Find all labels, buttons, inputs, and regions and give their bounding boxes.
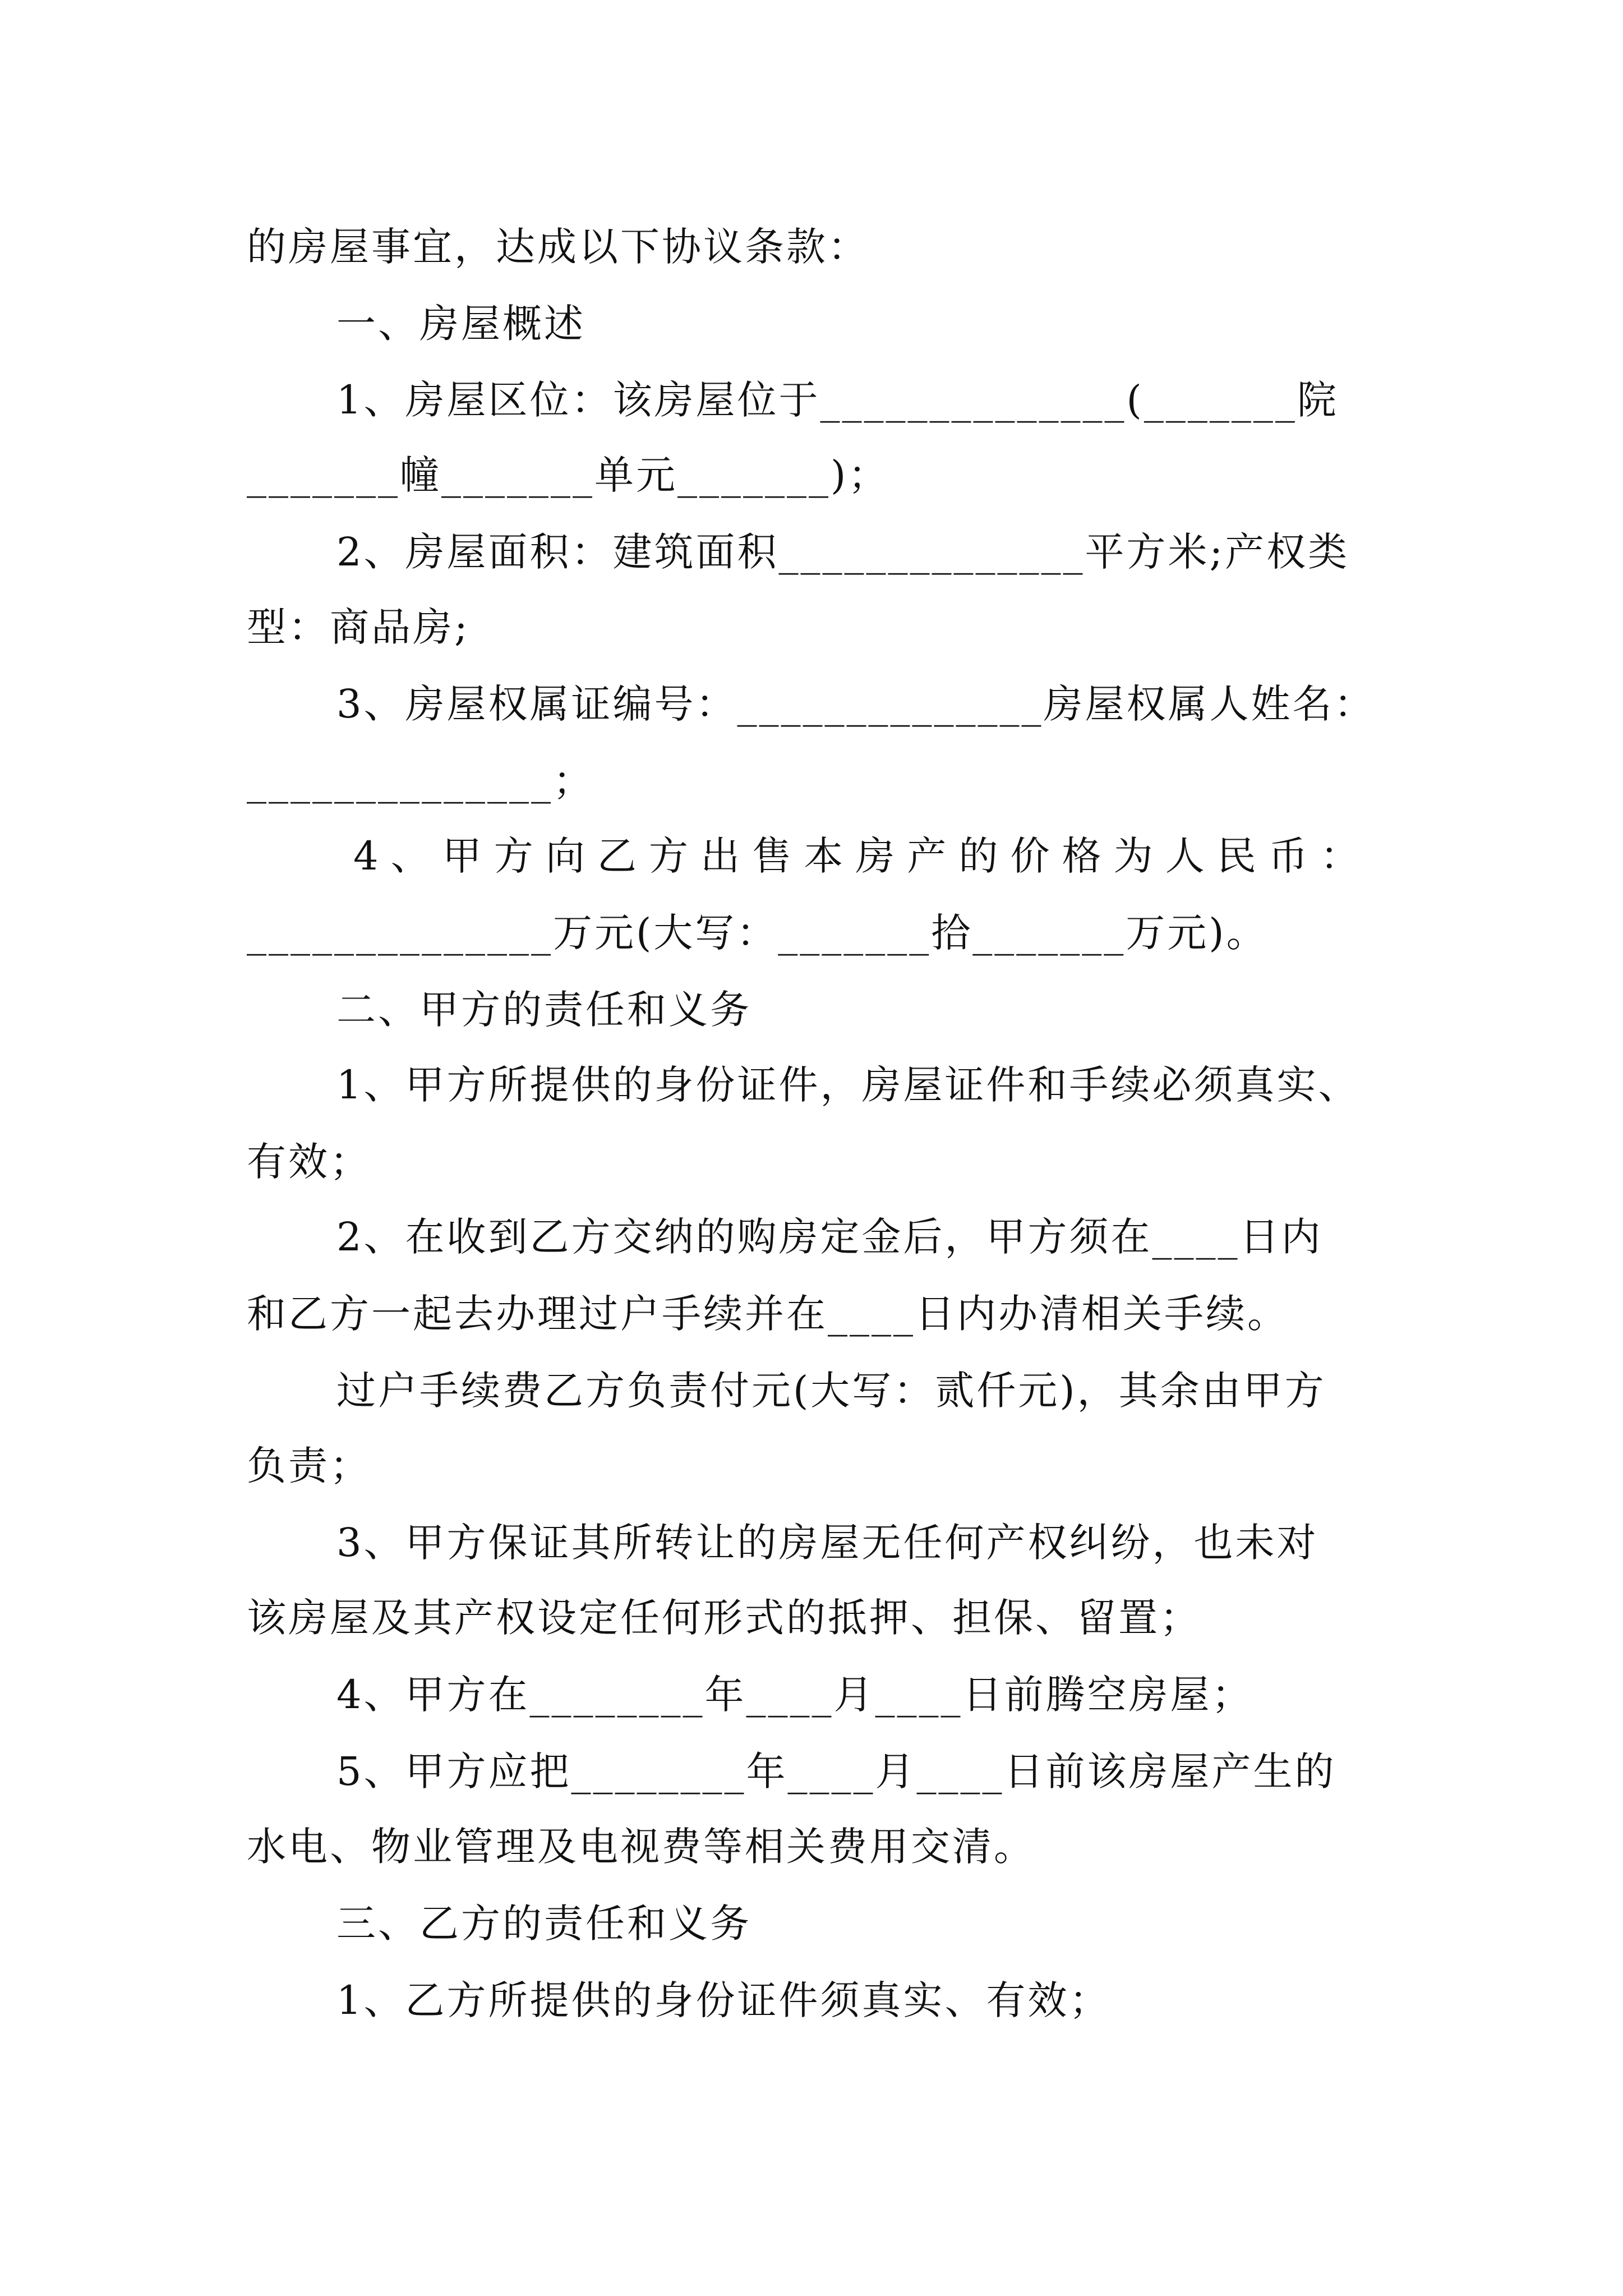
section-heading-2: 二、甲方的责任和义务 — [336, 987, 751, 1033]
text-line-4: _______幢_______单元_______)； — [247, 452, 890, 498]
text-line-16: 过户手续费乙方负责付元(大写：贰仟元)，其余由甲方 — [336, 1368, 1326, 1414]
text-line-10: ______________万元(大写：_______拾_______万元)。 — [247, 910, 1268, 956]
text-line-24: 1、乙方所提供的身份证件须真实、有效； — [336, 1977, 1111, 2023]
text-line-12: 1、甲方所提供的身份证件，房屋证件和手续必须真实、 — [336, 1062, 1360, 1108]
text-line-1: 的房屋事宜，达成以下协议条款： — [247, 224, 869, 270]
text-line-7: 3、房屋权属证编号：______________房屋权属人姓名： — [336, 681, 1376, 727]
text-line-6: 型：商品房; — [247, 604, 470, 650]
text-line-13: 有效； — [247, 1139, 371, 1185]
text-line-17: 负责； — [247, 1443, 371, 1489]
text-line-18: 3、甲方保证其所转让的房屋无任何产权纠纷，也未对 — [336, 1520, 1318, 1566]
text-line-20: 4、甲方在________年____月____日前腾空房屋； — [336, 1672, 1253, 1718]
text-line-8: ______________； — [247, 758, 594, 804]
section-heading-3: 三、乙方的责任和义务 — [336, 1901, 751, 1947]
section-heading-1: 一、房屋概述 — [336, 301, 585, 347]
text-line-19: 该房屋及其产权设定任何形式的抵押、担保、留置； — [247, 1595, 1201, 1641]
text-line-22: 水电、物业管理及电视费等相关费用交清。 — [247, 1824, 1035, 1870]
text-line-15: 和乙方一起去办理过户手续并在____日内办清相关手续。 — [247, 1291, 1289, 1337]
text-line-21: 5、甲方应把________年____月____日前该房屋产生的 — [336, 1749, 1336, 1795]
text-line-3: 1、房屋区位：该房屋位于______________(_______院 — [336, 377, 1339, 423]
text-line-5: 2、房屋面积：建筑面积______________平方米;产权类 — [336, 529, 1350, 575]
text-line-9: 4、甲方向乙方出售本房产的价格为人民币： — [353, 833, 1363, 879]
text-line-14: 2、在收到乙方交纳的购房定金后，甲方须在____日内 — [336, 1214, 1323, 1260]
